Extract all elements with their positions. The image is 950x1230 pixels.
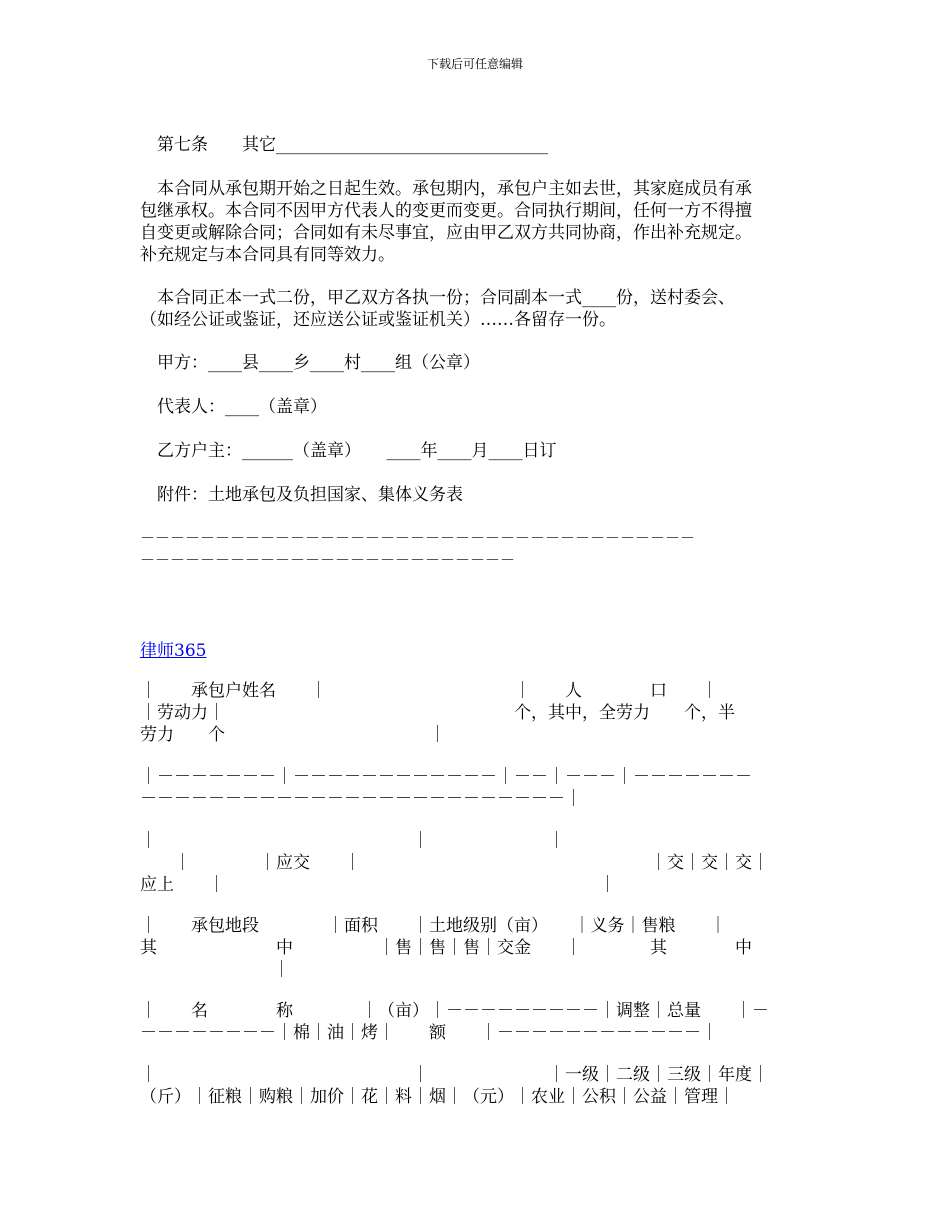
para1-line3: 自变更或解除合同；合同如有未尽事宜，应由甲乙双方共同协商，作出补充规定。 bbox=[140, 223, 752, 243]
table-row-5b: －－－－－－－－｜棉｜油｜烤｜ 额 ｜－－－－－－－－－－－－｜ bbox=[140, 1023, 718, 1043]
table-row-6b: （斤）｜征粮｜购粮｜加价｜花｜料｜烟｜（元）｜农业｜公积｜公益｜管理｜ bbox=[140, 1087, 735, 1107]
table-row-1b: ｜劳动力｜ 个，其中，全劳力 个，半 bbox=[140, 703, 735, 723]
table-row-1a: ｜ 承包户姓名 ｜ ｜ 人 口 ｜ bbox=[140, 681, 718, 701]
table-row-3c: 应上 ｜ ｜ bbox=[140, 875, 616, 895]
lawyer365-link[interactable]: 律师365 bbox=[140, 641, 207, 661]
table-row-5a: ｜ 名 称 ｜（亩）｜－－－－－－－－－｜调整｜总量 ｜－ bbox=[140, 1001, 769, 1021]
table-row-3b: ｜ ｜应交 ｜ ｜交｜交｜交｜ bbox=[140, 853, 769, 873]
para2-line1: 本合同正本一式二份，甲乙双方各执一份；合同副本一式____份，送村委会、 bbox=[140, 288, 735, 308]
article-7-line: 第七条 其它________________________________ bbox=[140, 135, 548, 155]
table-row-2b: －－－－－－－－－－－－－－－－－－－－－－－－－｜ bbox=[140, 789, 582, 809]
attachment-line: 附件：土地承包及负担国家、集体义务表 bbox=[140, 485, 463, 505]
party-a-line: 甲方：____县____乡____村____组（公章） bbox=[140, 353, 480, 373]
table-row-6a: ｜ ｜ ｜一级｜二级｜三级｜年度｜ bbox=[140, 1065, 769, 1085]
dash-separator-2: －－－－－－－－－－－－－－－－－－－－－－－－－ bbox=[140, 551, 516, 569]
party-b-line: 乙方户主：______（盖章） ____年____月____日订 bbox=[140, 441, 557, 461]
table-row-4c: ｜ bbox=[273, 960, 290, 980]
table-row-4a: ｜ 承包地段 ｜面积 ｜土地级别（亩） ｜义务｜售粮 ｜ bbox=[140, 916, 727, 936]
para1-line4: 补充规定与本合同具有同等效力。 bbox=[140, 245, 395, 265]
representative-line: 代表人：____（盖章） bbox=[140, 397, 327, 417]
para1-line1: 本合同从承包期开始之日起生效。承包期内，承包户主如去世，其家庭成员有承 bbox=[140, 179, 752, 199]
table-row-1c: 劳力 个 ｜ bbox=[140, 725, 446, 745]
dash-separator-1: －－－－－－－－－－－－－－－－－－－－－－－－－－－－－－－－－－－－－ bbox=[140, 529, 696, 547]
para1-line2: 包继承权。本合同不因甲方代表人的变更而变更。合同执行期间，任何一方不得擅 bbox=[140, 201, 752, 221]
table-row-3a: ｜ ｜ ｜ bbox=[140, 831, 565, 851]
table-row-4b: 其 中 ｜售｜售｜售｜交金 ｜ 其 中 bbox=[140, 938, 752, 958]
table-row-2a: ｜－－－－－－－｜－－－－－－－－－－－－｜－－｜－－－｜－－－－－－－ bbox=[140, 767, 752, 787]
page-header-note: 下载后可任意编辑 bbox=[426, 57, 523, 71]
para2-line2: （如经公证或鉴证，还应送公证或鉴证机关）……各留存一份。 bbox=[140, 310, 616, 330]
